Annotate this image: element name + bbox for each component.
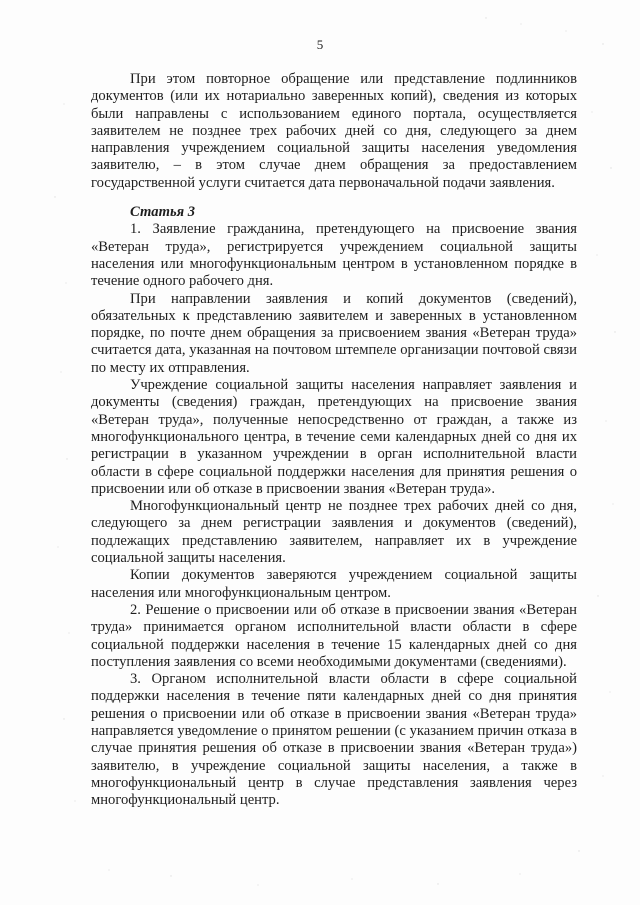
paragraph-certified-copies: Копии документов заверяются учреждением социальной защиты населения или многофункциональным центром. xyxy=(91,567,577,601)
paragraph-article-point-3: 3. Органом исполнительной власти области в сфере социальной поддержки населения в течение пяти календарных дней со дня принятия решения о присвоении или об отказе в присвоении звания «Ветеран труда» направляется уведомление о принятом решении (с указанием причин отказа в случае принятия решения об отказе в присвоении звания «Ветеран труда») заявителю, в учреждение социальной защиты населения, а также в многофункциональный центр в случае представления заявления через многофункциональный центр. xyxy=(91,671,577,809)
page-number: 5 xyxy=(316,37,324,52)
paragraph-article-point-2: 2. Решение о присвоении или об отказе в присвоении звания «Ветеран труда» принимается органом исполнительной власти области в сфере социальной поддержки населения в течение 15 календарных дней со дня поступления заявления со всеми необходимыми документами (сведениями). xyxy=(91,601,577,670)
paragraph-repeat-request: При этом повторное обращение или представление подлинников документов (или их нотариально заверенных копий), сведения из которых были направлены с использованием единого портала, осуществляется заявителем не позднее трех рабочих дней со дня, следующего за днем направления учреждением социальной защиты населения уведомления заявителю, – в этом случае днем обращения за предоставлением государственной услуги считается дата первоначальной подачи заявления. xyxy=(91,71,577,191)
paragraph-social-protection: Учреждение социальной защиты населения направляет заявления и документы (сведения) граждан, претендующих на присвоение звания «Ветеран труда», полученные непосредственно от граждан, а также из многофункционального центра, в течение семи календарных дней со дня их регистрации в указанном учреждении в орган исполнительной власти области в сфере социальной поддержки населения для принятия решения о присвоении или об отказе в присвоении звания «Ветеран труда». xyxy=(91,377,577,497)
article-heading: Статья 3 xyxy=(130,204,196,221)
paragraph-article-point-1: 1. Заявление гражданина, претендующего на присвоение звания «Ветеран труда», регистрируется учреждением социальной защиты населения или многофункциональным центром в установленном порядке в течение одного рабочего дня. xyxy=(91,221,577,290)
document-content xyxy=(91,71,577,809)
paragraph-multifunctional-center: Многофункциональный центр не позднее трех рабочих дней со дня, следующего за днем регистрации заявления и документов (сведений), подлежащих представлению заявителем, направляет их в учреждение социальной защиты населения. xyxy=(91,498,577,567)
paragraph-postal-submission: При направлении заявления и копий документов (сведений), обязательных к представлению заявителем и заверенных в установленном порядке, по почте днем обращения за присвоением звания «Ветеран труда» считается дата, указанная на почтовом штемпеле организации почтовой связи по месту их отправления. xyxy=(91,290,577,376)
paragraph-gap xyxy=(91,192,577,204)
